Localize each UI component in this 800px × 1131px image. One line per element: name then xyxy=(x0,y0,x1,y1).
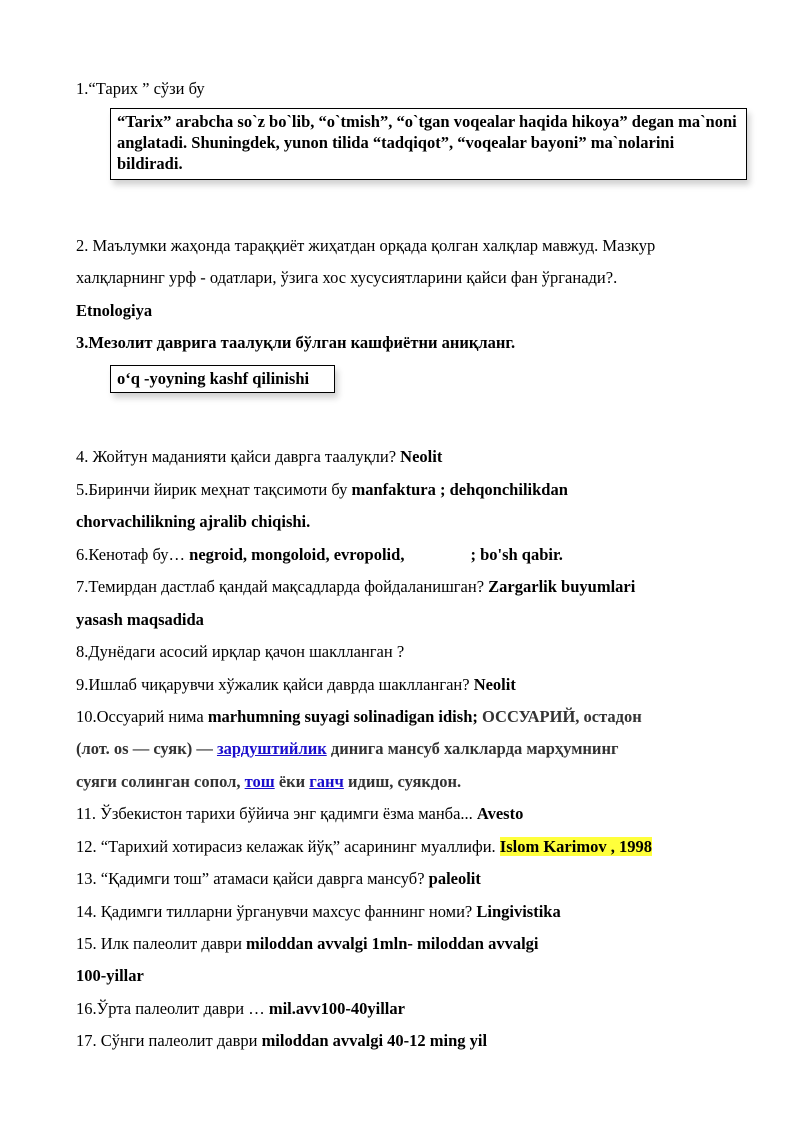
question-7-line-1: 7.Темирдан дастлаб қандай мақсадларда фойдаланишган? Zargarlik buyumlari xyxy=(76,577,636,596)
answer-box-1: “Tarix” arabcha so`z bo`lib, “o`tmish”, “o`tgan voqealar haqida hikoya” degan ma`noni anglatadi. Shuningdek, yunon tilida “tadqiqot”, “voqealar bayoni” ma`nolarini bildiradi. xyxy=(110,108,747,180)
question-1: 1.“Тарих ” сўзи бу xyxy=(76,79,205,98)
question-6: 6.Кенотаф бу… negroid, mongoloid, evropolid, ; bo'sh qabir. xyxy=(76,545,563,564)
question-10-line-3: суяги солинган сопол, тош ёки ганч идиш, суякдон. xyxy=(76,772,462,791)
answer-2: Etnologiya xyxy=(76,301,153,320)
question-3: 3.Мезолит даврига таалуқли бўлган кашфиётни аниқланг. xyxy=(76,333,516,352)
question-5-line-2: chorvachilikning ajralib chiqishi. xyxy=(76,512,311,531)
question-11: 11. Ўзбекистон тарихи бўйича энг қадимги ёзма манба... Avesto xyxy=(76,804,524,823)
question-13: 13. “Қадимги тош” атамаси қайси даврга мансуб? paleolit xyxy=(76,869,481,888)
question-17: 17. Сўнги палеолит даври miloddan avvalgi 40-12 ming yil xyxy=(76,1031,488,1050)
link-tosh[interactable]: тош xyxy=(244,772,275,791)
question-9: 9.Ишлаб чиқарувчи хўжалик қайси даврда шаклланган? Neolit xyxy=(76,675,516,694)
question-7-line-2: yasash maqsadida xyxy=(76,610,204,629)
question-15-line-1: 15. Илк палеолит даври miloddan avvalgi 1mln- miloddan avvalgi xyxy=(76,934,539,953)
question-2-line-2: халқларнинг урф - одатлари, ўзига хос хусусиятларини қайси фан ўрганади?. xyxy=(76,268,618,287)
question-10-line-1: 10.Оссуарий нима marhumning suyagi solinadigan idish; ОССУАРИЙ, остадон xyxy=(76,707,642,726)
question-4: 4. Жойтун маданияти қайси даврга таалуқли? Neolit xyxy=(76,447,443,466)
question-10-line-2: (лот. os — суяк) — зардуштийлик динига мансуб халкларда марҳумнинг xyxy=(76,739,619,758)
link-zardushtiylik[interactable]: зардуштийлик xyxy=(216,739,327,758)
highlighted-answer: Islom Karimov , 1998 xyxy=(499,837,652,856)
answer-box-3: o‘q -yoyning kashf qilinishi xyxy=(110,365,335,393)
question-15-line-2: 100-yillar xyxy=(76,966,144,985)
question-8: 8.Дунёдаги асосий ирқлар қачон шаклланган ? xyxy=(76,642,405,661)
question-16: 16.Ўрта палеолит даври … mil.avv100-40yillar xyxy=(76,999,405,1018)
question-5-line-1: 5.Биринчи йирик меҳнат тақсимоти бу manfaktura ; dehqonchilikdan xyxy=(76,480,568,499)
question-2-line-1: 2. Маълумки жаҳонда тараққиёт жиҳатдан орқада қолган халқлар мавжуд. Мазкур xyxy=(76,236,656,255)
question-14: 14. Қадимги тилларни ўрганувчи махсус фаннинг номи? Lingivistika xyxy=(76,902,561,921)
question-12: 12. “Тарихий хотирасиз келажак йўқ” асарининг муаллифи. Islom Karimov , 1998 xyxy=(76,837,652,856)
link-ganch[interactable]: ганч xyxy=(309,772,344,791)
